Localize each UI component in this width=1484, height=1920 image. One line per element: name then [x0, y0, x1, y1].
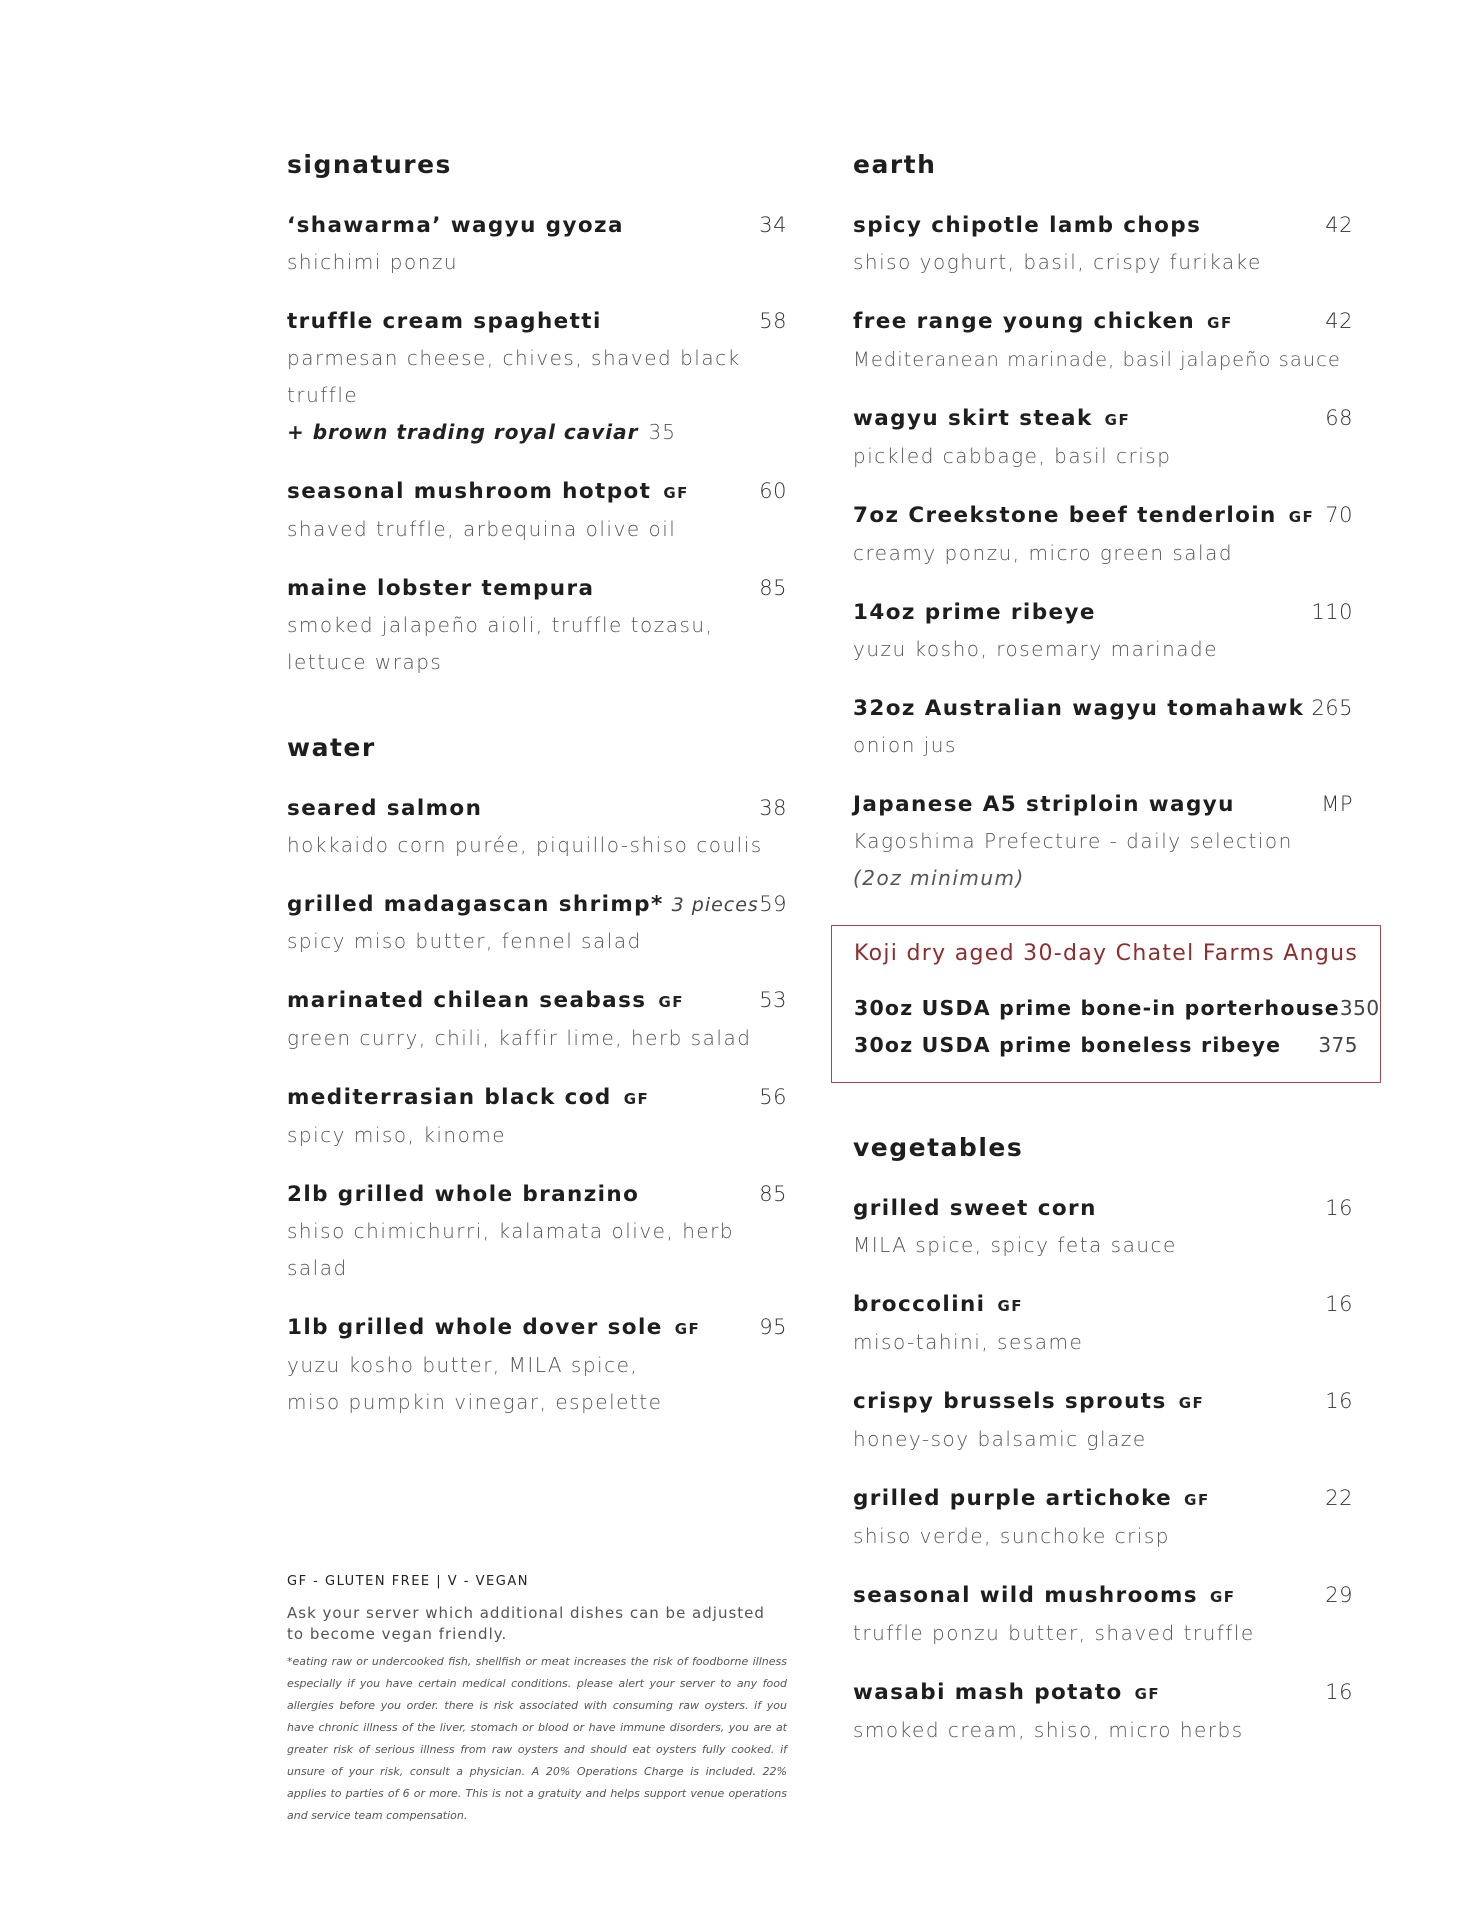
menu-item — [853, 1190, 1353, 1264]
left-column — [287, 150, 787, 1443]
koji-item — [854, 990, 1380, 1027]
item-description: lettuce wraps — [287, 650, 443, 674]
item-description: spicy miso butter, fennel salad — [287, 929, 642, 953]
koji-item — [854, 1027, 1358, 1064]
item-description: parmesan cheese, chives, shaved black truffle — [287, 346, 741, 407]
menu-item — [287, 1309, 787, 1421]
section-earth — [853, 150, 1353, 897]
item-price: 34 — [759, 213, 787, 237]
koji-title: Koji dry aged 30-day Chatel Farms Angus — [854, 941, 1359, 966]
item-name: mediterrasian black cod GF — [287, 1085, 650, 1110]
menu-item — [853, 497, 1353, 572]
item-description: shiso yoghurt, basil, crispy furikake — [853, 250, 1262, 274]
item-name: 1lb grilled whole dover sole GF — [287, 1315, 701, 1340]
gf-badge: GF — [1184, 1491, 1210, 1509]
menu-item — [853, 303, 1353, 378]
dietary-legend: GF - GLUTEN FREE | V - VEGAN — [287, 1574, 529, 1589]
item-price: 16 — [1325, 1389, 1353, 1413]
gf-badge: GF — [1209, 1588, 1236, 1606]
item-name: truffle cream spaghetti — [287, 309, 602, 334]
menu-footer — [287, 1574, 787, 1827]
item-name: crispy brussels sprouts GF — [853, 1389, 1205, 1414]
item-description: smoked cream, shiso, micro herbs — [853, 1718, 1244, 1742]
item-price: 42 — [1325, 213, 1353, 237]
item-price: 38 — [759, 796, 787, 820]
item-name: 30oz USDA prime bone-in porterhouse — [854, 996, 1340, 1020]
menu-item — [853, 786, 1353, 897]
item-price: 60 — [759, 479, 787, 503]
section-signatures — [287, 150, 787, 681]
item-name: seasonal wild mushrooms GF — [853, 1583, 1236, 1608]
item-description: hokkaido corn purée, piquillo-shiso coulis — [287, 833, 763, 857]
gf-badge: GF — [1104, 411, 1131, 429]
menu-item — [287, 1176, 787, 1287]
item-quantity: 3 pieces — [671, 894, 759, 916]
item-price: 350 — [1339, 996, 1380, 1020]
item-name: 32oz Australian wagyu tomahawk — [853, 696, 1305, 721]
item-price: 42 — [1325, 309, 1353, 333]
menu-item — [287, 207, 787, 281]
gf-badge: GF — [658, 993, 685, 1011]
item-description: Kagoshima Prefecture - daily selection — [853, 829, 1293, 853]
item-price: 56 — [759, 1085, 787, 1109]
section-title: vegetables — [853, 1133, 1024, 1162]
gf-badge: GF — [997, 1297, 1024, 1315]
item-description: miso pumpkin vinegar, espelette — [287, 1390, 663, 1414]
gf-badge: GF — [1178, 1394, 1205, 1412]
item-price: 16 — [1325, 1292, 1353, 1316]
item-description: shichimi ponzu — [287, 250, 459, 274]
item-description: smoked jalapeño aioli, truffle tozasu, — [287, 613, 714, 637]
item-price: 85 — [759, 576, 787, 600]
item-description: shiso verde, sunchoke crisp — [853, 1524, 1170, 1548]
menu-item — [287, 570, 787, 681]
item-name: 14oz prime ribeye — [853, 600, 1096, 625]
menu-item — [853, 1480, 1353, 1555]
item-price: 16 — [1325, 1196, 1353, 1220]
item-name: grilled purple artichoke GF — [853, 1486, 1210, 1511]
item-name: wagyu skirt steak GF — [853, 406, 1131, 431]
menu-item — [853, 400, 1353, 475]
item-name: 2lb grilled whole branzino — [287, 1182, 640, 1207]
item-name: Japanese A5 striploin wagyu — [853, 792, 1235, 817]
vegan-note: Ask your server which additional dishes can be adjusted to become vegan friendly. — [287, 1604, 765, 1643]
item-price: 58 — [759, 309, 787, 333]
item-description: yuzu kosho butter, MILA spice, — [287, 1353, 639, 1377]
item-description: shiso chimichurri, kalamata olive, herb salad — [287, 1219, 735, 1280]
item-name: 7oz Creekstone beef tenderloin GF — [853, 503, 1315, 528]
gf-badge: GF — [1134, 1685, 1161, 1703]
item-price: 265 — [1311, 696, 1353, 720]
item-note: (2oz minimum) — [853, 866, 1025, 890]
section-water — [287, 733, 787, 1421]
item-addon — [287, 414, 787, 451]
item-price: 29 — [1325, 1583, 1353, 1607]
item-name: 30oz USDA prime boneless ribeye — [854, 1033, 1282, 1057]
item-price: 22 — [1325, 1486, 1353, 1510]
section-title: water — [287, 733, 376, 762]
item-price: 68 — [1325, 406, 1353, 430]
item-description: onion jus — [853, 733, 957, 757]
gf-badge: GF — [674, 1320, 701, 1338]
menu-item — [287, 473, 787, 548]
item-name: grilled madagascan shrimp* 3 pieces — [287, 892, 759, 917]
addon-price: 35 — [648, 420, 676, 444]
item-description: shaved truffle, arbequina olive oil — [287, 517, 677, 541]
item-description: truffle ponzu butter, shaved truffle — [853, 1621, 1255, 1645]
item-name: marinated chilean seabass GF — [287, 988, 685, 1013]
section-title: signatures — [287, 150, 452, 179]
section-vegetables — [853, 1133, 1353, 1771]
item-price: 59 — [759, 892, 787, 916]
gf-badge: GF — [1288, 508, 1315, 526]
item-price: MP — [1321, 792, 1353, 816]
item-price: 110 — [1311, 600, 1353, 624]
menu-item — [287, 982, 787, 1057]
item-price: 85 — [759, 1182, 787, 1206]
item-name: seasonal mushroom hotpot GF — [287, 479, 689, 504]
menu-item — [853, 1674, 1353, 1749]
item-description: green curry, chili, kaffir lime, herb salad — [287, 1026, 752, 1050]
item-name: free range young chicken GF — [853, 309, 1233, 334]
item-description: Mediteranean marinade, basil jalapeño sauce — [853, 348, 1341, 371]
item-description: spicy miso, kinome — [287, 1123, 507, 1147]
item-description: yuzu kosho, rosemary marinade — [853, 637, 1219, 661]
menu-item — [287, 886, 787, 960]
item-name: maine lobster tempura — [287, 576, 595, 601]
item-price: 16 — [1325, 1680, 1353, 1704]
health-disclaimer: *eating raw or undercooked fish, shellfish or meat increases the risk of foodborne illness especially if you have certain medical conditions. please alert your server to any food allergies before you order. there is risk associated with consuming raw oysters. if you have chronic illness of the liver, stomach or blood or have immune disorders, you are at greater risk of serious illness from raw oysters and should eat oysters fully cooked. if unsure of your risk, consult a physician. A 20% Operations Charge is included. 22% applies to parties of 6 or more. This is not a gratuity and helps support venue operations and service team compensation. — [287, 1655, 787, 1822]
menu-item — [853, 594, 1353, 668]
item-name: spicy chipotle lamb chops — [853, 213, 1202, 238]
gf-badge: GF — [663, 484, 689, 502]
item-description: honey-soy balsamic glaze — [853, 1427, 1147, 1451]
menu-item — [853, 690, 1353, 764]
item-description: creamy ponzu, micro green salad — [853, 541, 1234, 565]
menu-item — [287, 303, 787, 451]
item-name: broccolini GF — [853, 1292, 1024, 1317]
menu-item — [287, 1079, 787, 1154]
item-name: grilled sweet corn — [853, 1196, 1097, 1221]
item-description: MILA spice, spicy feta sauce — [853, 1233, 1177, 1257]
menu-item — [853, 1577, 1353, 1652]
item-description: miso-tahini, sesame — [853, 1330, 1084, 1354]
section-title: earth — [853, 150, 937, 179]
menu-item — [853, 1383, 1353, 1458]
menu-item — [287, 790, 787, 864]
menu-item — [853, 1286, 1353, 1361]
gf-badge: GF — [623, 1090, 650, 1108]
item-price: 375 — [1318, 1033, 1358, 1057]
item-price: 95 — [759, 1315, 787, 1339]
item-description: pickled cabbage, basil crisp — [853, 444, 1172, 468]
item-name: ‘shawarma’ wagyu gyoza — [287, 213, 624, 238]
koji-dry-aged-box — [831, 925, 1381, 1083]
item-price: 53 — [759, 988, 787, 1012]
addon-name: + brown trading royal caviar — [287, 420, 639, 444]
item-name: seared salmon — [287, 796, 483, 821]
menu-item — [853, 207, 1353, 281]
item-price: 70 — [1325, 503, 1353, 527]
gf-badge: GF — [1207, 314, 1233, 332]
item-name: wasabi mash potato GF — [853, 1680, 1161, 1705]
